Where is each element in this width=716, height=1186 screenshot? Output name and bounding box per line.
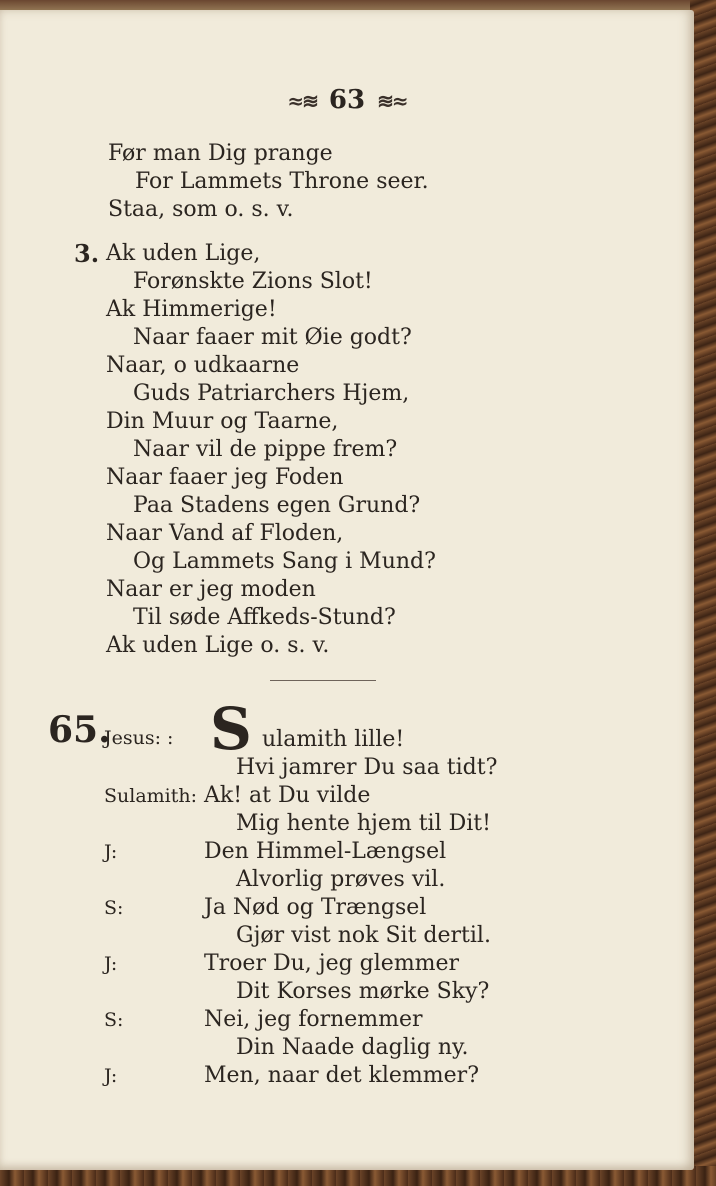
verse-line: Naar vil de pippe frem? xyxy=(133,437,398,462)
page-number: 63 xyxy=(328,85,366,115)
page-header xyxy=(0,80,694,121)
hymn-line: Den Himmel-Længsel xyxy=(204,839,447,864)
hymn-line: Dit Korses mørke Sky? xyxy=(236,979,490,1004)
verse-number: 3. xyxy=(74,239,100,268)
continuation-line: Før man Dig prange xyxy=(108,141,333,166)
hymn-line: Ja Nød og Trængsel xyxy=(204,895,427,920)
section-divider xyxy=(270,680,376,681)
continuation-line: Staa, som o. s. v. xyxy=(108,197,294,222)
speaker-label: J: xyxy=(104,841,118,863)
verse-line: Ak uden Lige, xyxy=(106,241,261,266)
hymn-line: Hvi jamrer Du saa tidt? xyxy=(236,755,498,780)
verse-line: Naar er jeg moden xyxy=(106,577,316,602)
speaker-label: Sulamith: xyxy=(104,785,198,807)
hymn-line: Ak! at Du vilde xyxy=(204,783,371,808)
verse-line: Til søde Affkeds-Stund? xyxy=(133,605,396,630)
verse-line: Ak uden Lige o. s. v. xyxy=(106,633,330,658)
verse-line: Naar faaer jeg Foden xyxy=(106,465,344,490)
verse-line: Paa Stadens egen Grund? xyxy=(133,493,421,518)
hymn-line: Alvorlig prøves vil. xyxy=(236,867,446,892)
verse-line: Forønskte Zions Slot! xyxy=(133,269,373,294)
hymn-number: 65. xyxy=(48,709,111,751)
hymn-line: Mig hente hjem til Dit! xyxy=(236,811,491,836)
speaker-label: J: xyxy=(104,953,118,975)
hymn-line: ulamith lille! xyxy=(262,727,405,752)
verse-line: Din Muur og Taarne, xyxy=(106,409,339,434)
drop-cap: S xyxy=(210,695,252,763)
hymn-line: Men, naar det klemmer? xyxy=(204,1063,479,1088)
speaker-label: Jesus: : xyxy=(104,727,174,749)
hymn-line: Din Naade daglig ny. xyxy=(236,1035,469,1060)
book-page xyxy=(0,10,694,1170)
verse-line: Naar faaer mit Øie godt? xyxy=(133,325,412,350)
speaker-label: S: xyxy=(104,897,124,919)
hymn-line: Gjør vist nok Sit dertil. xyxy=(236,923,491,948)
verse-line: Naar Vand af Floden, xyxy=(106,521,344,546)
verse-line: Ak Himmerige! xyxy=(106,297,277,322)
ornament-left-icon: ≈≋ xyxy=(287,89,317,113)
speaker-label: S: xyxy=(104,1009,124,1031)
ornament-right-icon: ≋≈ xyxy=(377,89,407,113)
continuation-line: For Lammets Throne seer. xyxy=(135,169,429,194)
verse-line: Guds Patriarchers Hjem, xyxy=(133,381,410,406)
speaker-label: J: xyxy=(104,1065,118,1087)
verse-line: Og Lammets Sang i Mund? xyxy=(133,549,436,574)
verse-line: Naar, o udkaarne xyxy=(106,353,300,378)
hymn-line: Troer Du, jeg glemmer xyxy=(204,951,460,976)
hymn-line: Nei, jeg fornemmer xyxy=(204,1007,423,1032)
